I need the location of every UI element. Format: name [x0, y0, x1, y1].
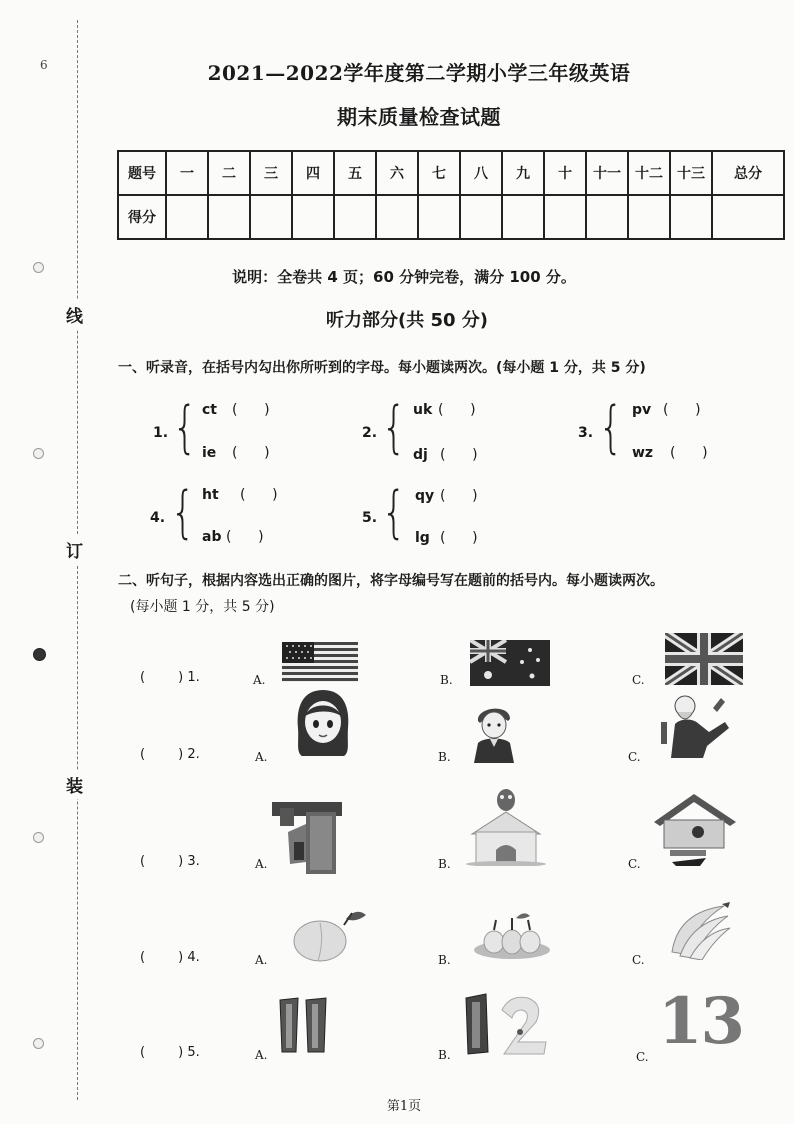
exam-title: 2021—2022学年度第二学期小学三年级英语 — [207, 61, 631, 85]
bananas-icon[interactable] — [668, 902, 732, 960]
usa-flag-icon[interactable] — [282, 642, 358, 684]
margin-char-zhuang: 装 — [66, 770, 83, 799]
answer-paren[interactable]: ( ) — [226, 529, 264, 545]
score-table-col: 十一 — [586, 151, 628, 195]
answer-paren[interactable]: ( ) — [670, 445, 708, 461]
score-cell[interactable] — [208, 195, 250, 239]
brace-icon: { — [170, 480, 196, 545]
choice-letter: A. — [255, 1048, 268, 1062]
boy-icon[interactable] — [470, 703, 518, 763]
twelve-icon[interactable] — [460, 992, 556, 1056]
option-letters: ct — [202, 402, 217, 418]
page-number: 第1页 — [386, 1099, 422, 1114]
margin-char-ding: 订 — [66, 535, 83, 564]
girl-icon[interactable] — [292, 688, 354, 758]
item-number: 4. — [150, 510, 166, 526]
score-table-score-row — [118, 195, 784, 239]
eleven-icon[interactable] — [276, 996, 332, 1054]
item-number: 2. — [362, 425, 378, 441]
score-cell[interactable] — [250, 195, 292, 239]
answer-paren[interactable]: ( ) — [232, 402, 270, 418]
score-table-col: 十三 — [670, 151, 712, 195]
option-letters: lg — [415, 530, 430, 546]
answer-paren[interactable]: ( ) — [440, 488, 478, 504]
score-table-col: 总分 — [712, 151, 784, 195]
score-cell[interactable] — [670, 195, 712, 239]
score-table-col: 十 — [544, 151, 586, 195]
score-table-col: 八 — [460, 151, 502, 195]
tree-icon[interactable] — [272, 802, 342, 874]
choice-letter: B. — [438, 953, 451, 967]
score-cell[interactable] — [544, 195, 586, 239]
option-letters: ie — [202, 445, 217, 461]
score-table-label: 得分 — [118, 195, 166, 239]
choice-letter: A. — [255, 857, 268, 871]
brace-icon: { — [381, 395, 407, 460]
hut-icon[interactable] — [462, 786, 546, 866]
score-table-col: 二 — [208, 151, 250, 195]
binding-hole — [33, 648, 46, 661]
exam-note: 说明：全卷共 4 页；60 分钟完卷，满分 100 分。 — [232, 268, 576, 286]
score-cell[interactable] — [502, 195, 544, 239]
birdhouse-icon[interactable] — [650, 792, 738, 868]
score-table-label: 题号 — [118, 151, 166, 195]
score-table-col: 四 — [292, 151, 334, 195]
margin-char-xian: 线 — [66, 300, 83, 329]
score-table-col: 九 — [502, 151, 544, 195]
score-table-header-row — [118, 151, 784, 195]
brace-icon: { — [598, 395, 624, 460]
option-letters: uk — [413, 402, 433, 418]
exam-subtitle: 期末质量检查试题 — [337, 105, 501, 129]
score-cell[interactable] — [418, 195, 460, 239]
answer-paren[interactable]: ( ) — [232, 445, 270, 461]
choice-letter: C. — [632, 673, 645, 687]
question-label[interactable]: ( ) 5. — [140, 1045, 200, 1060]
choice-letter: A. — [253, 673, 266, 687]
binding-hole — [33, 832, 44, 843]
question-label[interactable]: ( ) 3. — [140, 854, 200, 869]
binding-hole — [33, 448, 44, 459]
score-cell[interactable] — [292, 195, 334, 239]
answer-paren[interactable]: ( ) — [663, 402, 701, 418]
choice-letter: C. — [628, 857, 641, 871]
part-title: 听力部分(共 50 分) — [325, 310, 489, 331]
answer-paren[interactable]: ( ) — [240, 487, 278, 503]
score-cell[interactable] — [712, 195, 784, 239]
score-cell[interactable] — [376, 195, 418, 239]
question-label[interactable]: ( ) 2. — [140, 747, 200, 762]
choice-letter: C. — [628, 750, 641, 764]
score-cell[interactable] — [166, 195, 208, 239]
item-number: 5. — [362, 510, 378, 526]
item-number: 3. — [578, 425, 594, 441]
option-letters: ab — [202, 529, 222, 545]
brace-icon: { — [172, 395, 198, 460]
score-table-col: 三 — [250, 151, 292, 195]
grandpa-icon[interactable] — [655, 692, 733, 760]
choice-letter: B. — [438, 1048, 451, 1062]
score-table-col: 六 — [376, 151, 418, 195]
answer-paren[interactable]: ( ) — [440, 447, 478, 463]
option-letters: pv — [632, 402, 652, 418]
score-cell[interactable] — [460, 195, 502, 239]
choice-letter: B. — [438, 750, 451, 764]
choice-letter: C. — [636, 1050, 649, 1064]
choice-letter: C. — [632, 953, 645, 967]
pears-icon[interactable] — [472, 910, 552, 960]
option-letters: ht — [202, 487, 219, 503]
peach-icon[interactable] — [290, 905, 372, 963]
score-cell[interactable] — [628, 195, 670, 239]
score-table — [117, 150, 785, 240]
score-cell[interactable] — [334, 195, 376, 239]
choice-letter: B. — [440, 673, 453, 687]
option-letters: qy — [415, 488, 435, 504]
item-number: 1. — [153, 425, 169, 441]
thirteen-icon[interactable]: 13 — [658, 984, 744, 1059]
option-letters: wz — [632, 445, 654, 461]
choice-letter: A. — [255, 750, 268, 764]
corner-mark: 6 — [40, 58, 48, 72]
section2-points: (每小题 1 分，共 5 分) — [130, 599, 275, 615]
choice-letter: A. — [255, 953, 268, 967]
answer-paren[interactable]: ( ) — [440, 530, 478, 546]
uk-flag-icon[interactable] — [665, 633, 743, 685]
option-letters: dj — [413, 447, 428, 463]
question-label[interactable]: ( ) 1. — [140, 670, 200, 685]
score-table-col: 七 — [418, 151, 460, 195]
score-table-col: 十二 — [628, 151, 670, 195]
choice-letter: B. — [438, 857, 451, 871]
brace-icon: { — [381, 480, 407, 545]
question-label[interactable]: ( ) 4. — [140, 950, 200, 965]
score-cell[interactable] — [586, 195, 628, 239]
answer-paren[interactable]: ( ) — [438, 402, 476, 418]
section1-instruction: 一、听录音，在括号内勾出你所听到的字母。每小题读两次。(每小题 1 分，共 5 分) — [118, 360, 646, 376]
australia-flag-icon[interactable] — [470, 640, 550, 686]
score-table-col: 五 — [334, 151, 376, 195]
score-table-col: 一 — [166, 151, 208, 195]
section2-instruction: 二、听句子，根据内容选出正确的图片，将字母编号写在题前的括号内。每小题读两次。 — [118, 573, 664, 589]
binding-hole — [33, 1038, 44, 1049]
